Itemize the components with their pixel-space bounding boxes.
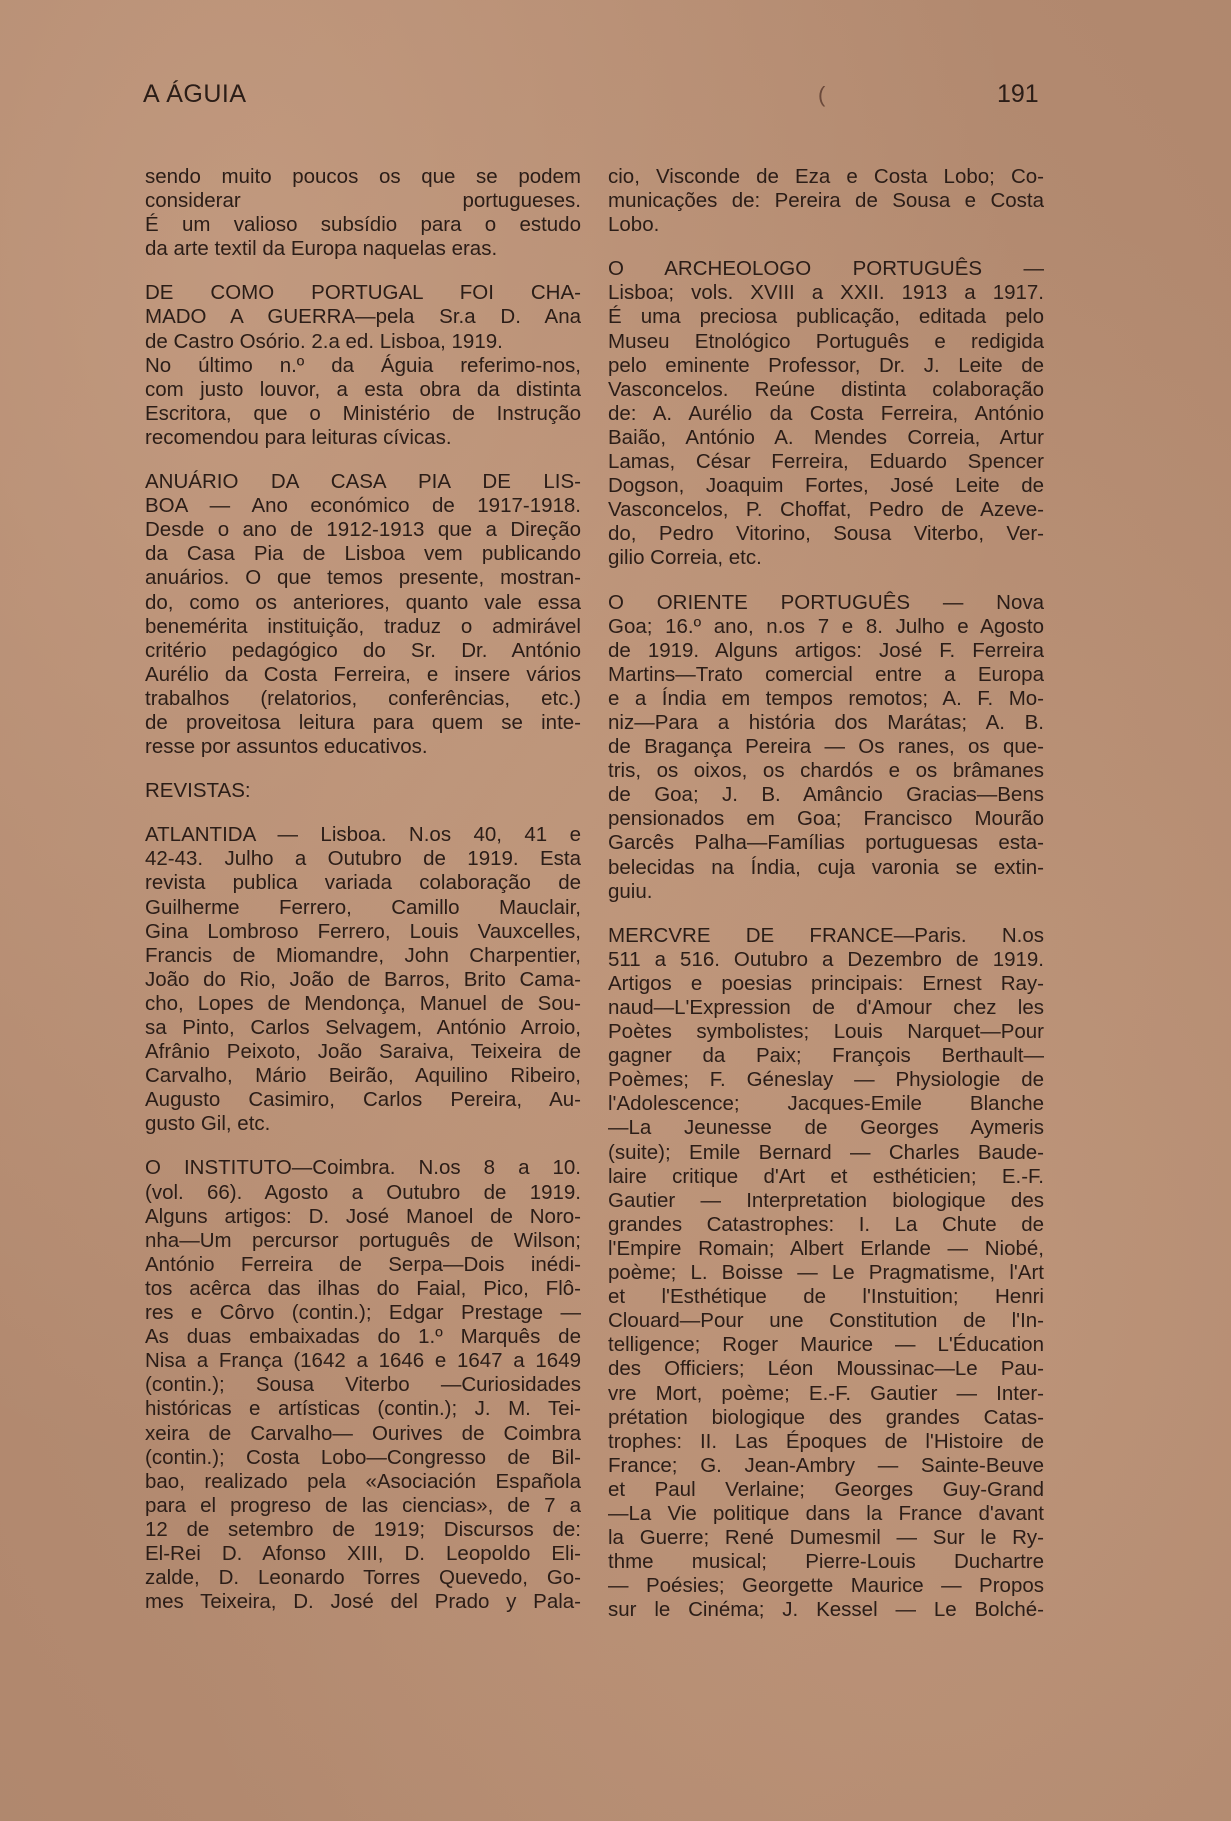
text-line: de Castro Osório. 2.a ed. Lisboa, 1919. [145, 329, 503, 353]
text-line: nha—Um percursor português de Wilson; [145, 1228, 581, 1252]
text-line: REVISTAS: [145, 779, 251, 803]
stray-mark: ( [818, 82, 826, 107]
text-line: thme musical; Pierre-Louis Duchartre [608, 1550, 1044, 1574]
text-line: (vol. 66). Agosto a Outubro de 1919. [145, 1180, 581, 1204]
text-line: Lisboa; vols. XVIII a XXII. 1913 a 1917. [608, 281, 1044, 305]
text-line: niz—Para a história dos Marátas; A. B. [608, 710, 1044, 734]
text-line: de: A. Aurélio da Costa Ferreira, António [608, 401, 1044, 425]
text-line: históricas e artísticas (contin.); J. M. Tei- [145, 1397, 581, 1421]
text-line: gilio Correia, etc. [608, 546, 762, 570]
text-line: Museu Etnológico Português e redigida [608, 329, 1044, 353]
text-line: benemérita instituição, traduz o admirável [145, 614, 581, 638]
right-column [608, 165, 1044, 1622]
text-line: la Guerre; René Dumesmil — Sur le Ry- [608, 1526, 1044, 1550]
text-line: l'Adolescence; Jacques-Emile Blanche [608, 1092, 1044, 1116]
text-line: O ORIENTE PORTUGUÊS — Nova [608, 590, 1044, 614]
text-line: revista publica variada colaboração de [145, 871, 581, 895]
text-line: (suite); Emile Bernard — Charles Baude- [608, 1140, 1044, 1164]
text-line: Baião, António A. Mendes Correia, Artur [608, 425, 1044, 449]
text-line: tris, os oixos, os chardós e os brâmanes [608, 759, 1044, 783]
text-line: res e Côrvo (contin.); Edgar Prestage — [145, 1301, 581, 1325]
text-line: France; G. Jean-Ambry — Sainte-Beuve [608, 1453, 1044, 1477]
text-line: guiu. [608, 879, 653, 903]
text-line: do, como os anteriores, quanto vale essa [145, 590, 581, 614]
text-line: Francis de Miomandre, John Charpentier, [145, 943, 581, 967]
text-line: anuários. O que temos presente, mostran- [145, 566, 581, 590]
text-line: telligence; Roger Maurice — L'Éducation [608, 1333, 1044, 1357]
paragraph-gap [145, 803, 581, 823]
text-line: grandes Catastrophes: I. La Chute de [608, 1212, 1044, 1236]
text-line: sendo muito poucos os que se podem [145, 165, 581, 188]
text-line: ANUÁRIO DA CASA PIA DE LIS- [145, 470, 581, 494]
text-line: Gautier — Interpretation biologique des [608, 1188, 1044, 1212]
text-line: —La Jeunesse de Georges Aymeris [608, 1116, 1044, 1140]
paragraph-gap [608, 237, 1044, 257]
paragraph-gap [145, 1136, 581, 1156]
text-line: Dogson, Joaquim Fortes, José Leite de [608, 474, 1044, 498]
text-line: sa Pinto, Carlos Selvagem, António Arroio, [145, 1016, 581, 1039]
text-line: António Ferreira de Serpa—Dois inédi- [145, 1252, 581, 1276]
text-line: —La Vie politique dans la France d'avant [608, 1501, 1044, 1525]
text-line: xeira de Carvalho— Ourives de Coimbra [145, 1421, 581, 1445]
text-line: Martins—Trato comercial entre a Europa [608, 662, 1044, 686]
text-line: Augusto Casimiro, Carlos Pereira, Au- [145, 1088, 581, 1112]
text-line: É um valioso subsídio para o estudo [145, 213, 581, 237]
text-line: e a Índia em tempos remotos; A. F. Mo- [608, 686, 1044, 710]
text-line: pelo eminente Professor, Dr. J. Leite de [608, 353, 1044, 377]
text-line: Poètes symbolistes; Louis Narquet—Pour [608, 1020, 1044, 1044]
text-line: Carvalho, Mário Beirão, Aquilino Ribeiro, [145, 1064, 581, 1088]
text-line: Nisa a França (1642 a 1646 e 1647 a 1649 [145, 1349, 581, 1373]
text-line: Poèmes; F. Géneslay — Physiologie de [608, 1068, 1044, 1092]
text-line: belecidas na Índia, cuja varonia se extin- [608, 855, 1044, 879]
text-line: O ARCHEOLOGO PORTUGUÊS — [608, 257, 1044, 281]
text-line: do, Pedro Vitorino, Sousa Viterbo, Ver- [608, 522, 1044, 546]
text-line: Alguns artigos: D. José Manoel de Noro- [145, 1204, 581, 1228]
text-line: BOA — Ano económico de 1917-1918. [145, 494, 581, 518]
text-line: gusto Gil, etc. [145, 1112, 271, 1136]
text-line: de proveitosa leitura para quem se inte- [145, 710, 581, 734]
paragraph-gap [608, 904, 1044, 924]
text-line: Clouard—Pour une Constitution de l'In- [608, 1309, 1044, 1333]
text-line: MERCVRE DE FRANCE—Paris. N.os [608, 923, 1044, 947]
text-line: recomendou para leituras cívicas. [145, 425, 452, 449]
text-line: Gina Lombroso Ferrero, Louis Vauxcelles, [145, 919, 581, 943]
text-line: Goa; 16.º ano, n.os 7 e 8. Julho e Agosto [608, 614, 1044, 638]
text-line: No último n.º da Águia referimo-nos, [145, 353, 581, 377]
text-line: l'Empire Romain; Albert Erlande — Niobé, [608, 1236, 1044, 1260]
text-line: (contin.); Sousa Viterbo —Curiosidades [145, 1373, 581, 1397]
text-line: ATLANTIDA — Lisboa. N.os 40, 41 e [145, 823, 581, 847]
text-line: bao, realizado pela «Asociación Española [145, 1469, 581, 1493]
text-line: com justo louvor, a esta obra da distinta [145, 377, 581, 401]
text-line: zalde, D. Leonardo Torres Quevedo, Go- [145, 1566, 581, 1590]
text-line: sur le Cinéma; J. Kessel — Le Bolché- [608, 1598, 1044, 1622]
text-line: poème; L. Boisse — Le Pragmatisme, l'Art [608, 1261, 1044, 1285]
text-line: considerar portugueses. [145, 189, 581, 213]
text-line: tos acêrca das ilhas do Faial, Pico, Flô- [145, 1276, 581, 1300]
text-line: vre Mort, poème; E.-F. Gautier — Inter- [608, 1381, 1044, 1405]
text-line: 511 a 516. Outubro a Dezembro de 1919. [608, 947, 1044, 971]
text-line: resse por assuntos educativos. [145, 735, 428, 759]
text-line: Vasconcelos, P. Choffat, Pedro de Azeve- [608, 498, 1044, 522]
text-line: laire critique d'Art et esthéticien; E.-F. [608, 1164, 1044, 1188]
text-line: Afrânio Peixoto, João Saraiva, Teixeira de [145, 1040, 581, 1064]
text-line: Artigos e poesias principais: Ernest Ray- [608, 971, 1044, 995]
text-line: Aurélio da Costa Ferreira, e insere vários [145, 662, 581, 686]
text-line: (contin.); Costa Lobo—Congresso de Bil- [145, 1445, 581, 1469]
text-line: de Bragança Pereira — Os ranes, os que- [608, 735, 1044, 759]
text-line: trabalhos (relatorios, conferências, etc.) [145, 686, 581, 710]
text-line: João do Rio, João de Barros, Brito Cama- [145, 967, 581, 991]
text-line: É uma preciosa publicação, editada pelo [608, 305, 1044, 329]
text-line: naud—L'Expression de d'Amour chez les [608, 996, 1044, 1019]
text-line: DE COMO PORTUGAL FOI CHA- [145, 281, 581, 305]
text-line: Escritora, que o Ministério de Instrução [145, 401, 581, 425]
paragraph-gap [145, 450, 581, 470]
text-line: critério pedagógico do Sr. Dr. António [145, 638, 581, 662]
text-line: As duas embaixadas do 1.º Marquês de [145, 1325, 581, 1349]
text-line: des Officiers; Léon Moussinac—Le Pau- [608, 1357, 1044, 1381]
text-line: para el progreso de las ciencias», de 7 a [145, 1493, 581, 1517]
text-line: Garcês Palha—Famílias portuguesas esta- [608, 831, 1044, 855]
text-line: municações de: Pereira de Sousa e Costa [608, 189, 1044, 213]
paragraph-gap [145, 261, 581, 281]
text-line: da Casa Pia de Lisboa vem publicando [145, 542, 581, 566]
text-line: et Paul Verlaine; Georges Guy-Grand [608, 1477, 1044, 1501]
paragraph-gap [145, 759, 581, 779]
text-line: El-Rei D. Afonso XIII, D. Leopoldo Eli- [145, 1541, 581, 1565]
text-line: Desde o ano de 1912-1913 que a Direção [145, 518, 581, 542]
text-line: cho, Lopes de Mendonça, Manuel de Sou- [145, 991, 581, 1015]
text-line: Lobo. [608, 213, 660, 237]
text-line: gagner da Paix; François Berthault— [608, 1044, 1044, 1068]
text-line: et l'Esthétique de l'Instuition; Henri [608, 1285, 1044, 1309]
text-line: MADO A GUERRA—pela Sr.a D. Ana [145, 305, 581, 329]
text-line: — Poésies; Georgette Maurice — Propos [608, 1574, 1044, 1598]
text-line: de Goa; J. B. Amâncio Gracias—Bens [608, 783, 1044, 807]
page-number: 191 [997, 80, 1039, 108]
running-head-title: A ÁGUIA [143, 80, 247, 108]
text-line: trophes: II. Las Époques de l'Histoire de [608, 1429, 1044, 1453]
text-line: Vasconcelos. Reúne distinta colaboração [608, 377, 1044, 401]
text-line: da arte textil da Europa naquelas eras. [145, 237, 498, 261]
text-line: Guilherme Ferrero, Camillo Mauclair, [145, 895, 581, 919]
text-line: Lamas, César Ferreira, Eduardo Spencer [608, 450, 1044, 474]
text-line: 12 de setembro de 1919; Discursos de: [145, 1517, 581, 1541]
text-line: prétation biologique des grandes Catas- [608, 1405, 1044, 1429]
left-column [145, 165, 581, 1614]
text-line: O INSTITUTO—Coimbra. N.os 8 a 10. [145, 1156, 581, 1180]
text-line: de 1919. Alguns artigos: José F. Ferreira [608, 638, 1044, 662]
text-line: mes Teixeira, D. José del Prado y Pala- [145, 1590, 581, 1614]
text-line: 42-43. Julho a Outubro de 1919. Esta [145, 847, 581, 871]
text-line: cio, Visconde de Eza e Costa Lobo; Co- [608, 165, 1044, 188]
paragraph-gap [608, 571, 1044, 591]
text-line: pensionados em Goa; Francisco Mourão [608, 807, 1044, 831]
